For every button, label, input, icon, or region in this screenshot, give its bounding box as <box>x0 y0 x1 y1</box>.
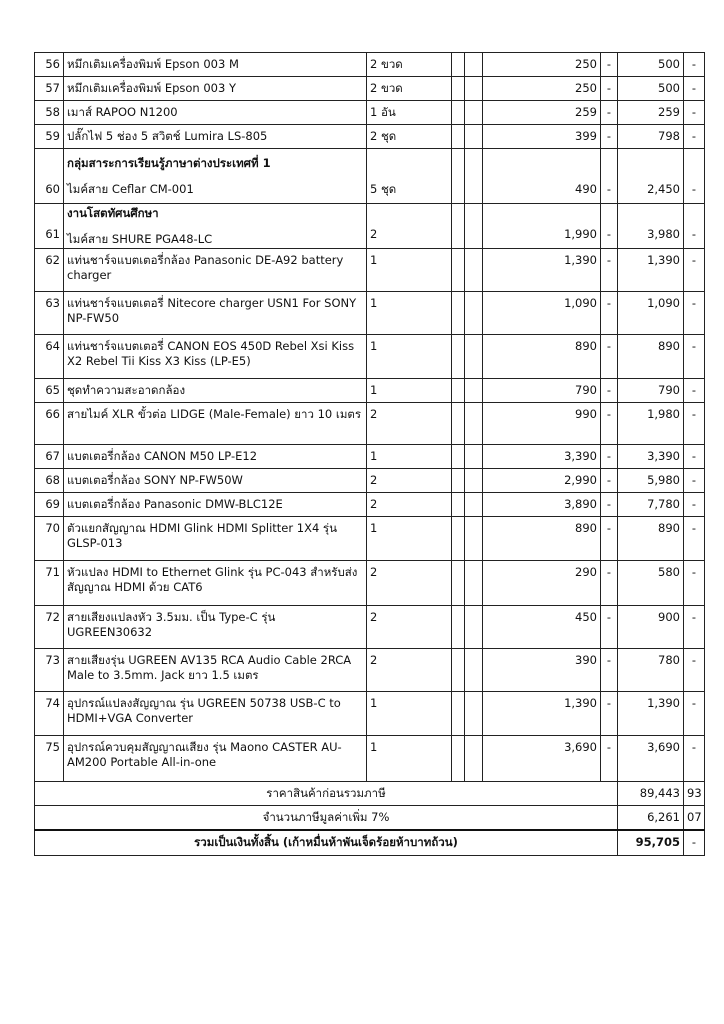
empty-cell <box>465 736 483 782</box>
unit-price: 490 <box>483 149 601 204</box>
empty-cell <box>465 445 483 469</box>
line-amount: 3,390 <box>618 445 684 469</box>
item-quantity: 5 ชุด <box>367 149 452 204</box>
line-amount: 798 <box>618 125 684 149</box>
empty-cell <box>465 403 483 445</box>
item-number: 57 <box>35 77 64 101</box>
empty-cell <box>465 249 483 292</box>
subtotal-row <box>35 782 705 806</box>
item-name-cell <box>64 292 367 335</box>
empty-cell <box>465 335 483 379</box>
table-row <box>35 335 705 379</box>
line-amount-satang: - <box>684 692 705 736</box>
item-name: ไมค์สาย SHURE PGA48-LC <box>67 231 213 246</box>
grand-total-satang: - <box>684 830 705 856</box>
empty-cell <box>452 77 465 101</box>
item-name: ไมค์สาย Ceflar CM-001 <box>67 181 194 196</box>
table-row <box>35 445 705 469</box>
item-name: หมึกเติมเครื่องพิมพ์ Epson 003 M <box>67 57 239 71</box>
line-amount: 1,090 <box>618 292 684 335</box>
item-name: แท่นชาร์จแบตเตอรี่ Nitecore charger USN1 For SONY NP-FW50 <box>67 296 357 325</box>
line-amount-satang: - <box>684 335 705 379</box>
empty-cell <box>452 692 465 736</box>
item-number: 56 <box>35 53 64 77</box>
line-amount-satang: - <box>684 606 705 649</box>
line-amount: 500 <box>618 53 684 77</box>
item-number: 60 <box>35 149 64 204</box>
item-name: อุปกรณ์ควบคุมสัญญาณเสียง รุ่น Maono CASTER AU-AM200 Portable All-in-one <box>67 740 342 769</box>
empty-cell <box>465 101 483 125</box>
line-amount-satang: - <box>684 469 705 493</box>
unit-price: 450 <box>483 606 601 649</box>
table-row <box>35 736 705 782</box>
item-name: สายเสียงแปลงหัว 3.5มม. เป็น Type-C รุ่น UGREEN30632 <box>67 610 276 639</box>
unit-price: 3,390 <box>483 445 601 469</box>
item-name-cell <box>64 125 367 149</box>
line-amount-satang: - <box>684 445 705 469</box>
item-name-cell <box>64 649 367 692</box>
empty-cell <box>465 149 483 204</box>
item-quantity: 1 <box>367 249 452 292</box>
item-number: 65 <box>35 379 64 403</box>
table-row <box>35 649 705 692</box>
unit-price: 399 <box>483 125 601 149</box>
item-quantity: 2 ชุด <box>367 125 452 149</box>
grand-total-row <box>35 830 705 856</box>
line-amount-satang: - <box>684 77 705 101</box>
unit-price-satang: - <box>601 517 618 561</box>
item-name: ชุดทำความสะอาดกล้อง <box>67 383 186 397</box>
empty-cell <box>452 379 465 403</box>
line-amount: 5,980 <box>618 469 684 493</box>
line-amount: 500 <box>618 77 684 101</box>
line-amount: 890 <box>618 335 684 379</box>
item-number: 66 <box>35 403 64 445</box>
table-row <box>35 53 705 77</box>
item-name: แท่นชาร์จแบตเตอรี่ CANON EOS 450D Rebel Xsi Kiss X2 Rebel Tii Kiss X3 Kiss (LP-E5) <box>67 339 355 368</box>
line-amount-satang: - <box>684 149 705 204</box>
unit-price-satang: - <box>601 469 618 493</box>
empty-cell <box>452 606 465 649</box>
item-name: หมึกเติมเครื่องพิมพ์ Epson 003 Y <box>67 81 236 95</box>
line-amount: 790 <box>618 379 684 403</box>
line-amount-satang: - <box>684 493 705 517</box>
table-row <box>35 249 705 292</box>
unit-price-satang: - <box>601 736 618 782</box>
table-row <box>35 101 705 125</box>
item-quantity: 2 <box>367 493 452 517</box>
unit-price: 890 <box>483 517 601 561</box>
item-quantity: 1 <box>367 445 452 469</box>
unit-price-satang: - <box>601 53 618 77</box>
unit-price-satang: - <box>601 125 618 149</box>
unit-price-satang: - <box>601 149 618 204</box>
line-amount: 580 <box>618 561 684 606</box>
item-quantity: 2 ขวด <box>367 77 452 101</box>
unit-price-satang: - <box>601 335 618 379</box>
empty-cell <box>452 493 465 517</box>
line-amount-satang: - <box>684 736 705 782</box>
empty-cell <box>452 53 465 77</box>
empty-cell <box>465 204 483 249</box>
item-name-cell <box>64 469 367 493</box>
table-row <box>35 403 705 445</box>
unit-price: 790 <box>483 379 601 403</box>
empty-cell <box>452 649 465 692</box>
item-quantity: 1 <box>367 736 452 782</box>
grand-total-amount: 95,705 <box>618 830 684 856</box>
item-rows <box>35 53 705 782</box>
item-number: 70 <box>35 517 64 561</box>
grand-total-label: รวมเป็นเงินทั้งสิ้น (เก้าหมื่นห้าพันเจ็ดร้อยห้าบาทถ้วน) <box>35 830 618 856</box>
item-quantity: 1 <box>367 335 452 379</box>
item-quantity: 2 <box>367 606 452 649</box>
item-number: 74 <box>35 692 64 736</box>
line-amount-satang: - <box>684 292 705 335</box>
item-name-cell <box>64 517 367 561</box>
subtotal-label: ราคาสินค้าก่อนรวมภาษี <box>35 782 618 806</box>
item-name: อุปกรณ์แปลงสัญญาณ รุ่น UGREEN 50738 USB-C to HDMI+VGA Converter <box>67 696 341 725</box>
line-amount-satang: - <box>684 561 705 606</box>
item-name-cell <box>64 204 367 249</box>
line-amount: 900 <box>618 606 684 649</box>
empty-cell <box>452 561 465 606</box>
unit-price: 990 <box>483 403 601 445</box>
unit-price-satang: - <box>601 292 618 335</box>
item-number: 63 <box>35 292 64 335</box>
unit-price-satang: - <box>601 606 618 649</box>
line-amount: 3,690 <box>618 736 684 782</box>
item-name: แบตเตอรี่กล้อง CANON M50 LP-E12 <box>67 449 258 463</box>
item-number: 61 <box>35 204 64 249</box>
empty-cell <box>465 606 483 649</box>
vat-label: จำนวนภาษีมูลค่าเพิ่ม 7% <box>35 806 618 830</box>
item-number: 72 <box>35 606 64 649</box>
unit-price: 1,090 <box>483 292 601 335</box>
empty-cell <box>452 292 465 335</box>
table-row <box>35 517 705 561</box>
item-name: สายเสียงรุ่น UGREEN AV135 RCA Audio Cable 2RCA Male to 3.5mm. Jack ยาว 1.5 เมตร <box>67 653 352 682</box>
table-row <box>35 692 705 736</box>
unit-price: 250 <box>483 53 601 77</box>
vat-satang: 07 <box>684 806 705 830</box>
item-quantity: 2 <box>367 403 452 445</box>
item-table <box>34 52 705 856</box>
item-name-cell <box>64 379 367 403</box>
table-row <box>35 149 705 204</box>
line-amount: 1,390 <box>618 692 684 736</box>
unit-price: 390 <box>483 649 601 692</box>
empty-cell <box>452 445 465 469</box>
summary-section <box>35 782 705 856</box>
table-row <box>35 561 705 606</box>
unit-price: 3,890 <box>483 493 601 517</box>
empty-cell <box>452 149 465 204</box>
empty-cell <box>465 379 483 403</box>
section-heading: งานโสตทัศนศึกษา <box>67 205 159 220</box>
unit-price-satang: - <box>601 692 618 736</box>
item-name-cell <box>64 736 367 782</box>
empty-cell <box>452 249 465 292</box>
item-name-cell <box>64 77 367 101</box>
table-row <box>35 77 705 101</box>
unit-price-satang: - <box>601 77 618 101</box>
line-amount: 3,980 <box>618 204 684 249</box>
subtotal-amount: 89,443 <box>618 782 684 806</box>
item-number: 64 <box>35 335 64 379</box>
item-quantity: 1 <box>367 292 452 335</box>
item-number: 73 <box>35 649 64 692</box>
line-amount-satang: - <box>684 517 705 561</box>
item-name: แบตเตอรี่กล้อง SONY NP-FW50W <box>67 473 243 487</box>
unit-price: 3,690 <box>483 736 601 782</box>
empty-cell <box>452 335 465 379</box>
item-name: ตัวแยกสัญญาณ HDMI Glink HDMI Splitter 1X4 รุ่น GLSP-013 <box>67 521 337 550</box>
line-amount: 259 <box>618 101 684 125</box>
table-row <box>35 606 705 649</box>
line-amount-satang: - <box>684 125 705 149</box>
line-amount-satang: - <box>684 403 705 445</box>
unit-price-satang: - <box>601 561 618 606</box>
empty-cell <box>465 53 483 77</box>
item-name-cell <box>64 493 367 517</box>
unit-price-satang: - <box>601 493 618 517</box>
table-row <box>35 125 705 149</box>
unit-price-satang: - <box>601 379 618 403</box>
unit-price: 290 <box>483 561 601 606</box>
line-amount-satang: - <box>684 204 705 249</box>
empty-cell <box>452 469 465 493</box>
empty-cell <box>452 517 465 561</box>
line-amount-satang: - <box>684 649 705 692</box>
vat-row <box>35 806 705 830</box>
item-number: 69 <box>35 493 64 517</box>
empty-cell <box>452 101 465 125</box>
item-quantity: 2 <box>367 649 452 692</box>
item-quantity: 1 <box>367 379 452 403</box>
item-quantity: 2 <box>367 561 452 606</box>
unit-price: 2,990 <box>483 469 601 493</box>
line-amount: 780 <box>618 649 684 692</box>
item-number: 71 <box>35 561 64 606</box>
item-name-cell <box>64 692 367 736</box>
item-name: ปลั๊กไฟ 5 ช่อง 5 สวิตช์ Lumira LS-805 <box>67 129 268 143</box>
table-row <box>35 204 705 249</box>
unit-price: 1,390 <box>483 249 601 292</box>
line-amount: 1,980 <box>618 403 684 445</box>
unit-price-satang: - <box>601 204 618 249</box>
item-name: แบตเตอรี่กล้อง Panasonic DMW-BLC12E <box>67 497 283 511</box>
table-row <box>35 379 705 403</box>
unit-price-satang: - <box>601 249 618 292</box>
item-name-cell <box>64 335 367 379</box>
item-quantity: 2 ขวด <box>367 53 452 77</box>
item-name-cell <box>64 149 367 204</box>
item-name: เมาส์ RAPOO N1200 <box>67 105 178 119</box>
empty-cell <box>465 493 483 517</box>
item-number: 75 <box>35 736 64 782</box>
unit-price: 1,390 <box>483 692 601 736</box>
item-number: 58 <box>35 101 64 125</box>
item-quantity: 1 อัน <box>367 101 452 125</box>
unit-price: 259 <box>483 101 601 125</box>
empty-cell <box>465 561 483 606</box>
item-name: แท่นชาร์จแบตเตอรี่กล้อง Panasonic DE-A92 battery charger <box>67 253 344 282</box>
item-name-cell <box>64 561 367 606</box>
item-quantity: 2 <box>367 204 452 249</box>
line-amount-satang: - <box>684 379 705 403</box>
unit-price-satang: - <box>601 403 618 445</box>
unit-price: 890 <box>483 335 601 379</box>
subtotal-satang: 93 <box>684 782 705 806</box>
unit-price-satang: - <box>601 101 618 125</box>
line-amount: 7,780 <box>618 493 684 517</box>
item-number: 59 <box>35 125 64 149</box>
item-number: 68 <box>35 469 64 493</box>
item-quantity: 1 <box>367 692 452 736</box>
line-amount-satang: - <box>684 249 705 292</box>
empty-cell <box>465 517 483 561</box>
item-name-cell <box>64 249 367 292</box>
line-amount-satang: - <box>684 53 705 77</box>
item-name: หัวแปลง HDMI to Ethernet Glink รุ่น PC-043 สำหรับส่งสัญญาณ HDMI ด้วย CAT6 <box>67 565 358 594</box>
section-heading: กลุ่มสาระการเรียนรู้ภาษาต่างประเทศที่ 1 <box>67 155 271 170</box>
line-amount: 1,390 <box>618 249 684 292</box>
item-number: 62 <box>35 249 64 292</box>
line-amount: 2,450 <box>618 149 684 204</box>
unit-price: 1,990 <box>483 204 601 249</box>
item-name-cell <box>64 53 367 77</box>
line-amount-satang: - <box>684 101 705 125</box>
empty-cell <box>465 649 483 692</box>
empty-cell <box>465 292 483 335</box>
table-row <box>35 493 705 517</box>
empty-cell <box>452 736 465 782</box>
empty-cell <box>452 125 465 149</box>
table-row <box>35 469 705 493</box>
empty-cell <box>452 204 465 249</box>
empty-cell <box>465 692 483 736</box>
item-name: สายไมค์ XLR ขั้วต่อ LIDGE (Male-Female) ยาว 10 เมตร <box>67 407 362 421</box>
vat-amount: 6,261 <box>618 806 684 830</box>
item-name-cell <box>64 101 367 125</box>
empty-cell <box>465 469 483 493</box>
unit-price-satang: - <box>601 445 618 469</box>
item-number: 67 <box>35 445 64 469</box>
unit-price: 250 <box>483 77 601 101</box>
empty-cell <box>465 77 483 101</box>
unit-price-satang: - <box>601 649 618 692</box>
item-quantity: 2 <box>367 469 452 493</box>
line-amount: 890 <box>618 517 684 561</box>
item-quantity: 1 <box>367 517 452 561</box>
item-name-cell <box>64 445 367 469</box>
item-name-cell <box>64 403 367 445</box>
table-row <box>35 292 705 335</box>
item-name-cell <box>64 606 367 649</box>
empty-cell <box>465 125 483 149</box>
empty-cell <box>452 403 465 445</box>
